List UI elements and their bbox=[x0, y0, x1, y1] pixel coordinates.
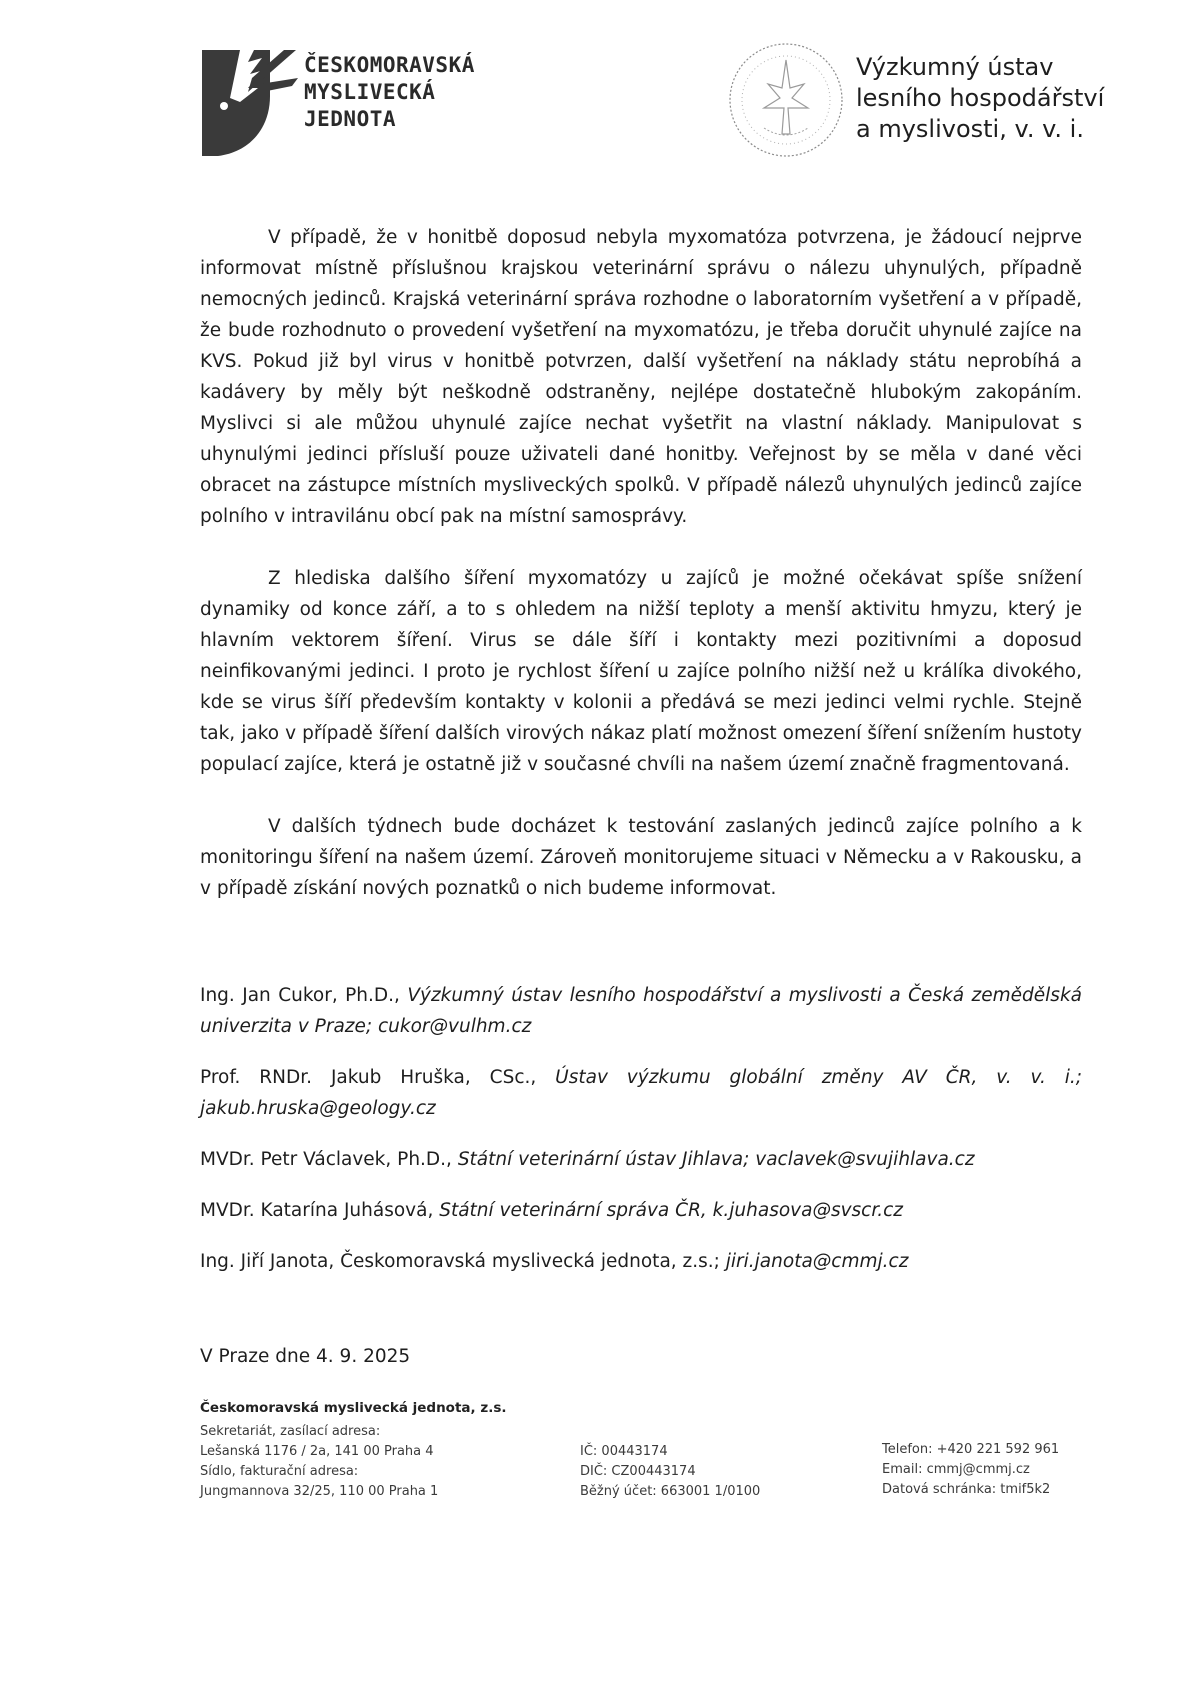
footer-line: Sídlo, fakturační adresa: bbox=[200, 1464, 359, 1479]
footer-address-column bbox=[200, 1422, 438, 1502]
letter-body bbox=[200, 222, 1082, 935]
deer-head-icon bbox=[200, 48, 300, 158]
footer-line: Email: cmmj@cmmj.cz bbox=[882, 1462, 1030, 1477]
author-entry bbox=[200, 1144, 1082, 1175]
authors-list bbox=[200, 980, 1082, 1297]
author-affiliation: jiri.janota@cmmj.cz bbox=[725, 1251, 909, 1272]
author-entry bbox=[200, 980, 1082, 1042]
paragraph: V dalších týdnech bude docházet k testování zaslaných jedinců zajíce polního a k monitoringu šíření na našem území. Zároveň monitorujeme situaci v Německu a v Rakousku, a v případě získání nových poznatků o nich budeme informovat. bbox=[200, 816, 1082, 899]
cmmj-logo bbox=[200, 48, 475, 168]
footer-ids-column bbox=[580, 1442, 760, 1502]
footer-line: Sekretariát, zasílací adresa: bbox=[200, 1424, 381, 1439]
author-entry bbox=[200, 1195, 1082, 1226]
footer-line: DIČ: CZ00443174 bbox=[580, 1464, 696, 1479]
footer-line: Datová schránka: tmif5k2 bbox=[882, 1482, 1051, 1497]
footer-contact-column bbox=[882, 1440, 1059, 1500]
author-affiliation: Ústav výzkumu globální změny AV ČR, v. v. i.; jakub.hruska@geology.cz bbox=[200, 1067, 1082, 1119]
author-affiliation: Státní veterinární správa ČR, k.juhasova@svscr.cz bbox=[439, 1200, 904, 1221]
footer-organization: Českomoravská myslivecká jednota, z.s. bbox=[200, 1400, 507, 1416]
vulhm-line-2: lesního hospodářství bbox=[856, 84, 1105, 112]
paragraph: V případě, že v honitbě doposud nebyla myxomatóza potvrzena, je žádoucí nejprve informovat místně příslušnou krajskou veterinární správu o nálezu uhynulých, případně nemocných jedinců. Krajská veterinární správa rozhodne o laboratorním vyšetření a v případě, že bude rozhodnuto o provedení vyšetření na myxomatózu, je třeba doručit uhynulé zajíce na KVS. Pokud již byl virus v honitbě potvrzen, další vyšetření na náklady státu neprobíhá a kadávery by měly být neškodně odstraněny, nejlépe dostatečně hlubokým zakopáním. Myslivci si ale můžou uhynulé zajíce nechat vyšetřit na vlastní náklady. Manipulovat s uhynulými jedinci přísluší pouze uživateli dané honitby. Veřejnost by se měla v dané věci obracet na zástupce místních mysliveckých spolků. V případě nálezů uhynulých jedinců zajíce polního v intravilánu obcí pak na místní samosprávy. bbox=[200, 227, 1082, 527]
author-name: Prof. RNDr. Jakub Hruška, CSc., bbox=[200, 1067, 556, 1088]
footer-line: Jungmannova 32/25, 110 00 Praha 1 bbox=[200, 1484, 439, 1499]
vulhm-line-3: a myslivosti, v. v. i. bbox=[856, 115, 1084, 143]
author-name: Ing. Jiří Janota, Českomoravská myslivecká jednota, z.s.; bbox=[200, 1251, 726, 1272]
cmmj-line-2: MYSLIVECKÁ bbox=[304, 80, 436, 104]
author-name: MVDr. Petr Václavek, Ph.D., bbox=[200, 1149, 458, 1170]
footer-line: IČ: 00443174 bbox=[580, 1444, 668, 1459]
paragraph: Z hlediska dalšího šíření myxomatózy u zajíců je možné očekávat spíše snížení dynamiky od konce září, a to s ohledem na nižší teploty a menší aktivitu hmyzu, který je hlavním vektorem šíření. Virus se dále šíří i kontakty mezi pozitivními a doposud neinfikovanými jedinci. I proto je rychlost šíření u zajíce polního nižší než u králíka divokého, kde se virus šíří především kontakty v kolonii a předává se mezi jedinci velmi rychle. Stejně tak, jako v případě šíření dalších virových nákaz platí možnost omezení šíření snížením hustoty populací zajíce, která je ostatně již v současné chvíli na našem území značně fragmentovaná. bbox=[200, 568, 1082, 775]
author-entry bbox=[200, 1062, 1082, 1124]
vulhm-line-1: Výzkumný ústav bbox=[856, 53, 1054, 81]
letter-date: V Praze dne 4. 9. 2025 bbox=[200, 1346, 411, 1367]
letter-footer bbox=[200, 1400, 1100, 1499]
institute-seal-icon bbox=[724, 38, 848, 162]
author-name: MVDr. Katarína Juhásová, bbox=[200, 1200, 440, 1221]
author-entry bbox=[200, 1246, 1082, 1277]
author-affiliation: Státní veterinární ústav Jihlava; vaclavek@svujihlava.cz bbox=[457, 1149, 975, 1170]
author-name: Ing. Jan Cukor, Ph.D., bbox=[200, 985, 408, 1006]
footer-line: Lešanská 1176 / 2a, 141 00 Praha 4 bbox=[200, 1444, 434, 1459]
cmmj-line-1: ČESKOMORAVSKÁ bbox=[304, 53, 475, 77]
author-affiliation: Výzkumný ústav lesního hospodářství a myslivosti a Česká zemědělská univerzita v Praze; cukor@vulhm.cz bbox=[200, 985, 1082, 1037]
vulhm-logo bbox=[724, 38, 1144, 168]
cmmj-line-3: JEDNOTA bbox=[304, 107, 397, 131]
footer-line: Telefon: +420 221 592 961 bbox=[882, 1442, 1060, 1457]
footer-line: Běžný účet: 663001 1/0100 bbox=[580, 1484, 761, 1499]
